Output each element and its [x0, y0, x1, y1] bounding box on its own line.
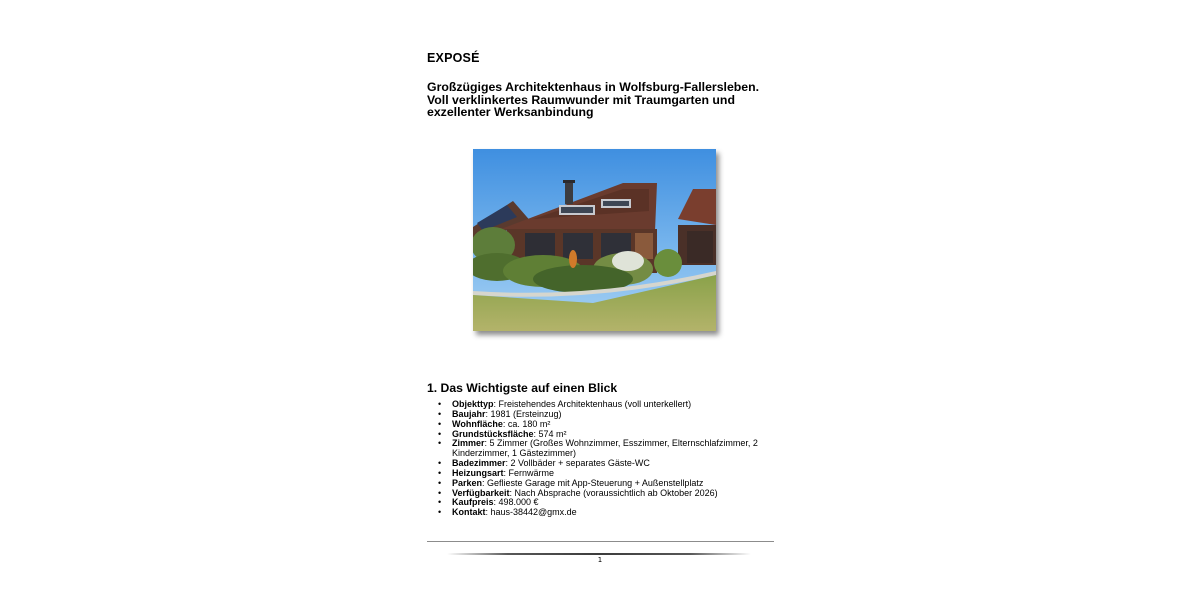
document-page — [427, 0, 777, 600]
bullet-icon: • — [438, 487, 442, 498]
section-heading: 1. Das Wichtigste auf einen Blick — [427, 381, 618, 395]
bullet-icon: • — [438, 399, 442, 409]
fact-value: : 498.000 € — [493, 497, 539, 508]
bullet-icon: • — [438, 507, 442, 518]
house-photo — [473, 149, 716, 331]
fact-value: : ca. 180 m² — [502, 418, 551, 429]
divider — [427, 541, 774, 542]
bullet-icon: • — [438, 458, 442, 469]
bullet-icon: • — [438, 477, 442, 488]
fact-value: : 5 Zimmer (Großes Wohnzimmer, Esszimmer, Elternschlafzimmer, 2 Kinderzimmer, 1 Gästezimmer) — [452, 438, 758, 459]
fact-value: : Freistehendes Architektenhaus (voll unterkellert) — [493, 399, 692, 409]
bullet-icon: • — [438, 408, 442, 419]
fact-key: Objekttyp — [452, 399, 494, 409]
fact-key: Badezimmer — [452, 458, 506, 469]
bullet-icon: • — [438, 418, 442, 429]
fact-value: : Fernwärme — [503, 467, 555, 478]
bullet-icon: • — [438, 428, 442, 439]
fact-key: Zimmer — [452, 438, 485, 449]
fact-value: : Geflieste Garage mit App-Steuerung + Außenstellplatz — [482, 477, 704, 488]
footer-divider — [447, 553, 751, 555]
fact-value: : Nach Absprache (voraussichtlich ab Oktober 2026) — [509, 487, 718, 498]
fact-key: Wohnfläche — [452, 418, 503, 429]
fact-value: : 574 m² — [533, 428, 567, 439]
list-item — [438, 507, 772, 518]
fact-key: Kaufpreis — [452, 497, 494, 508]
fact-key: Kontakt — [452, 507, 486, 518]
bullet-icon: • — [438, 497, 442, 508]
fact-key: Baujahr — [452, 408, 486, 419]
page-number: 1 — [597, 556, 603, 564]
fact-key: Heizungsart — [452, 467, 504, 478]
fact-key: Parken — [452, 477, 483, 488]
document-title: Großzügiges Architektenhaus in Wolfsburg-Fallersleben. Voll verklinkertes Raumwunder mit Traumgarten und exzellenter Werksanbindung — [427, 80, 760, 119]
key-facts-list — [438, 399, 772, 518]
bullet-icon: • — [438, 467, 442, 478]
fact-key: Verfügbarkeit — [452, 487, 510, 498]
fact-value: : haus-38442@gmx.de — [485, 507, 577, 518]
fact-key: Grundstücksfläche — [452, 428, 534, 439]
fact-value: : 2 Vollbäder + separates Gäste-WC — [505, 458, 650, 469]
fact-value: : 1981 (Ersteinzug) — [485, 408, 562, 419]
list-item — [438, 438, 772, 459]
house-photo-illustration — [473, 149, 716, 331]
bullet-icon: • — [438, 438, 442, 449]
document-label: EXPOSÉ — [427, 51, 480, 65]
